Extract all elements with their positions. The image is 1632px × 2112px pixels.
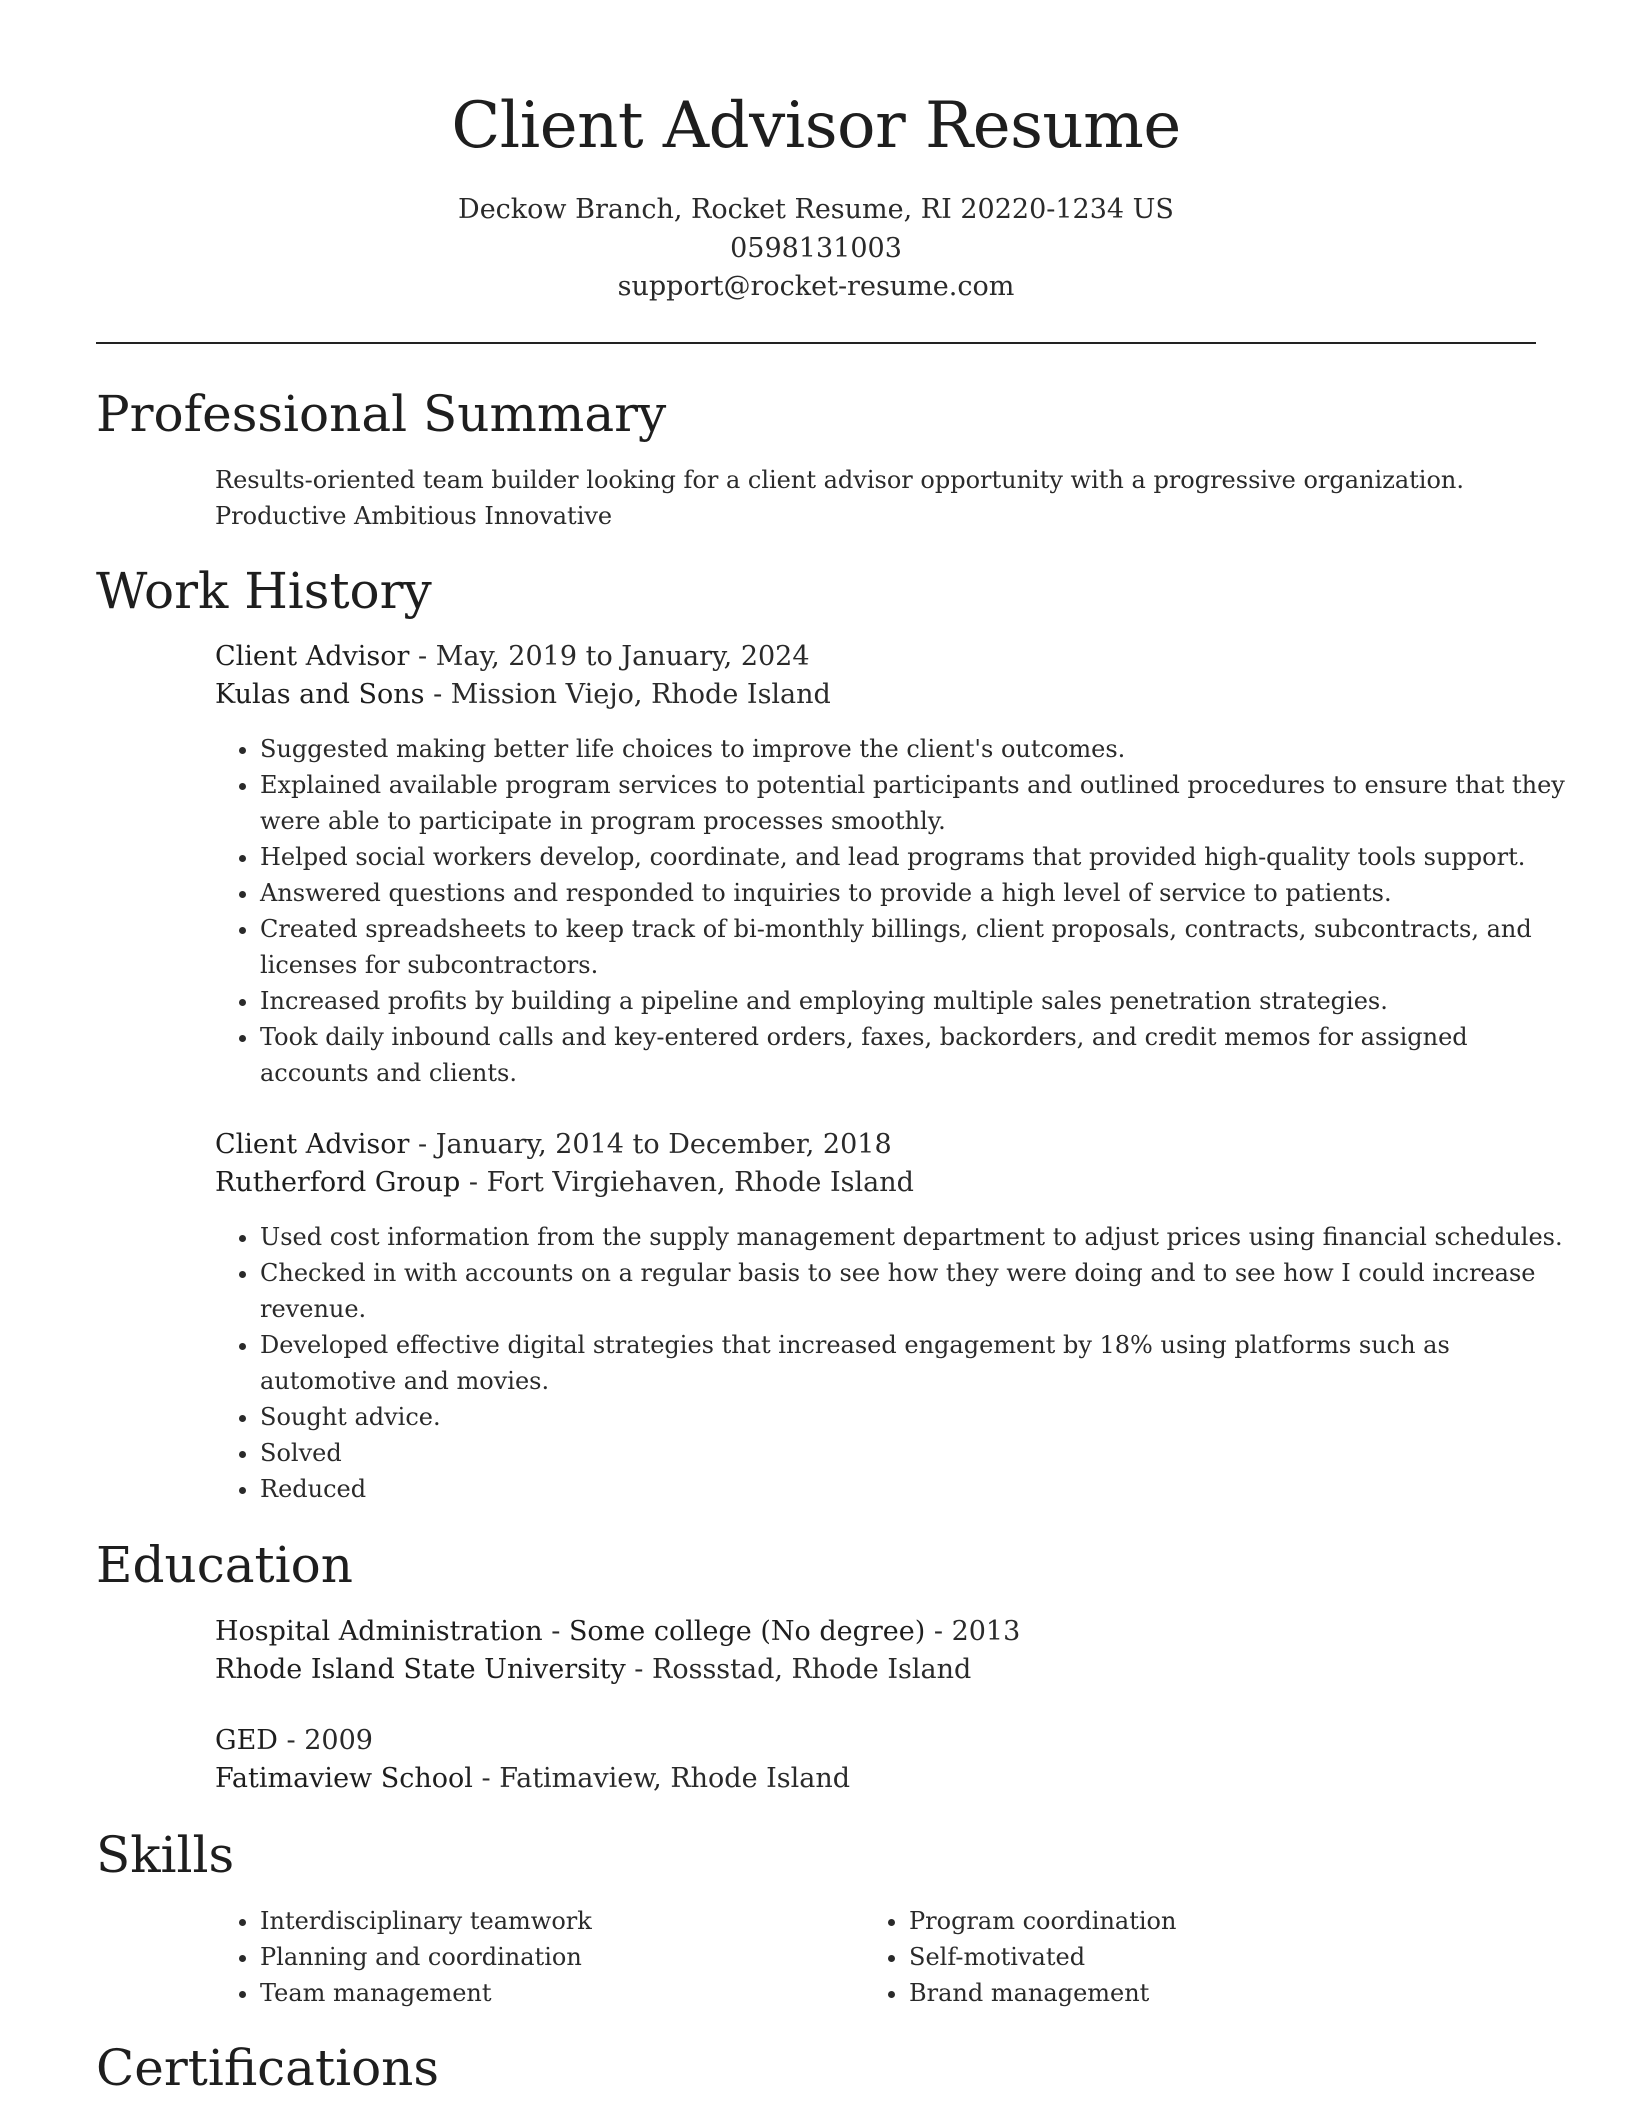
education-school-line: Rhode Island State University - Rossstad, Rhode Island	[215, 1654, 972, 1685]
list-item: • Brand management	[909, 1975, 1509, 2011]
resume-title: Client Advisor Resume	[451, 89, 1181, 163]
list-item: • Developed effective digital strategies that increased engagement by 18% using platforms such as automotive and movies.	[260, 1327, 1580, 1399]
section-heading-summary: Professional Summary	[96, 385, 667, 443]
job-company-line: Kulas and Sons - Mission Viejo, Rhode Island	[215, 679, 831, 710]
education-school-line: Fatimaview School - Fatimaview, Rhode Island	[215, 1763, 851, 1794]
job-location: Fort Virgiehaven, Rhode Island	[486, 1167, 914, 1198]
education-year: 2009	[304, 1725, 373, 1756]
header-divider	[96, 342, 1536, 344]
list-item: • Suggested making better life choices to improve the client's outcomes.	[260, 731, 1580, 767]
skills-list-right	[864, 1903, 1509, 2011]
list-item: • Reduced	[260, 1471, 1580, 1507]
job-duties-list	[215, 1219, 1580, 1507]
list-item: • Used cost information from the supply management department to adjust prices using financial schedules.	[260, 1219, 1580, 1255]
education-degree: Some college (No degree)	[568, 1616, 926, 1647]
education-program-line: GED - 2009	[215, 1725, 373, 1756]
list-item: • Team management	[260, 1975, 860, 2011]
job-company-line: Rutherford Group - Fort Virgiehaven, Rhode Island	[215, 1167, 914, 1198]
skills-list-left	[215, 1903, 860, 2011]
section-heading-work-history: Work History	[96, 562, 432, 620]
job-company: Rutherford Group	[215, 1167, 461, 1198]
job-title: Client Advisor	[215, 1129, 410, 1160]
education-program: GED	[215, 1725, 278, 1756]
summary-text: Results-oriented team builder looking for a client advisor opportunity with a progressive organization.	[215, 466, 1464, 494]
summary-traits: Productive Ambitious Innovative	[215, 502, 613, 530]
list-item: • Checked in with accounts on a regular basis to see how they were doing and to see how I could increase revenue.	[260, 1255, 1580, 1327]
list-item: • Increased profits by building a pipeline and employing multiple sales penetration strategies.	[260, 983, 1580, 1019]
education-school: Rhode Island State University	[215, 1654, 626, 1685]
list-item: • Solved	[260, 1435, 1580, 1471]
job-duties-list	[215, 731, 1580, 1091]
education-school: Fatimaview School	[215, 1763, 473, 1794]
list-item: • Took daily inbound calls and key-entered orders, faxes, backorders, and credit memos for assigned accounts and clients.	[260, 1019, 1580, 1091]
job-company: Kulas and Sons	[215, 679, 425, 710]
job-dates: May, 2019 to January, 2024	[435, 641, 810, 672]
job-title-line: Client Advisor - May, 2019 to January, 2024	[215, 641, 810, 672]
list-item: • Sought advice.	[260, 1399, 1580, 1435]
list-item: • Interdisciplinary teamwork	[260, 1903, 860, 1939]
education-location: Rossstad, Rhode Island	[652, 1654, 972, 1685]
job-location: Mission Viejo, Rhode Island	[450, 679, 831, 710]
contact-phone: 0598131003	[730, 233, 902, 264]
list-item: • Planning and coordination	[260, 1939, 860, 1975]
list-item: • Self-motivated	[909, 1939, 1509, 1975]
list-item: • Created spreadsheets to keep track of bi-monthly billings, client proposals, contracts, subcontracts, and licenses for subcontractors.	[260, 911, 1580, 983]
education-program-line: Hospital Administration - Some college (No degree) - 2013	[215, 1616, 1021, 1647]
section-heading-certifications: Certifications	[96, 2039, 440, 2097]
job-title: Client Advisor	[215, 641, 410, 672]
education-location: Fatimaview, Rhode Island	[499, 1763, 851, 1794]
list-item: • Helped social workers develop, coordinate, and lead programs that provided high-quality tools support.	[260, 839, 1580, 875]
education-program: Hospital Administration	[215, 1616, 543, 1647]
section-heading-skills: Skills	[96, 1826, 235, 1884]
section-heading-education: Education	[96, 1536, 353, 1594]
list-item: • Answered questions and responded to inquiries to provide a high level of service to patients.	[260, 875, 1580, 911]
list-item: • Program coordination	[909, 1903, 1509, 1939]
job-dates: January, 2014 to December, 2018	[435, 1129, 892, 1160]
list-item: • Explained available program services to potential participants and outlined procedures to ensure that they were able to participate in program processes smoothly.	[260, 767, 1580, 839]
education-year: 2013	[951, 1616, 1021, 1647]
job-title-line: Client Advisor - January, 2014 to December, 2018	[215, 1129, 892, 1160]
contact-email: support@rocket-resume.com	[617, 271, 1015, 302]
contact-address: Deckow Branch, Rocket Resume, RI 20220-1234 US	[458, 194, 1174, 225]
